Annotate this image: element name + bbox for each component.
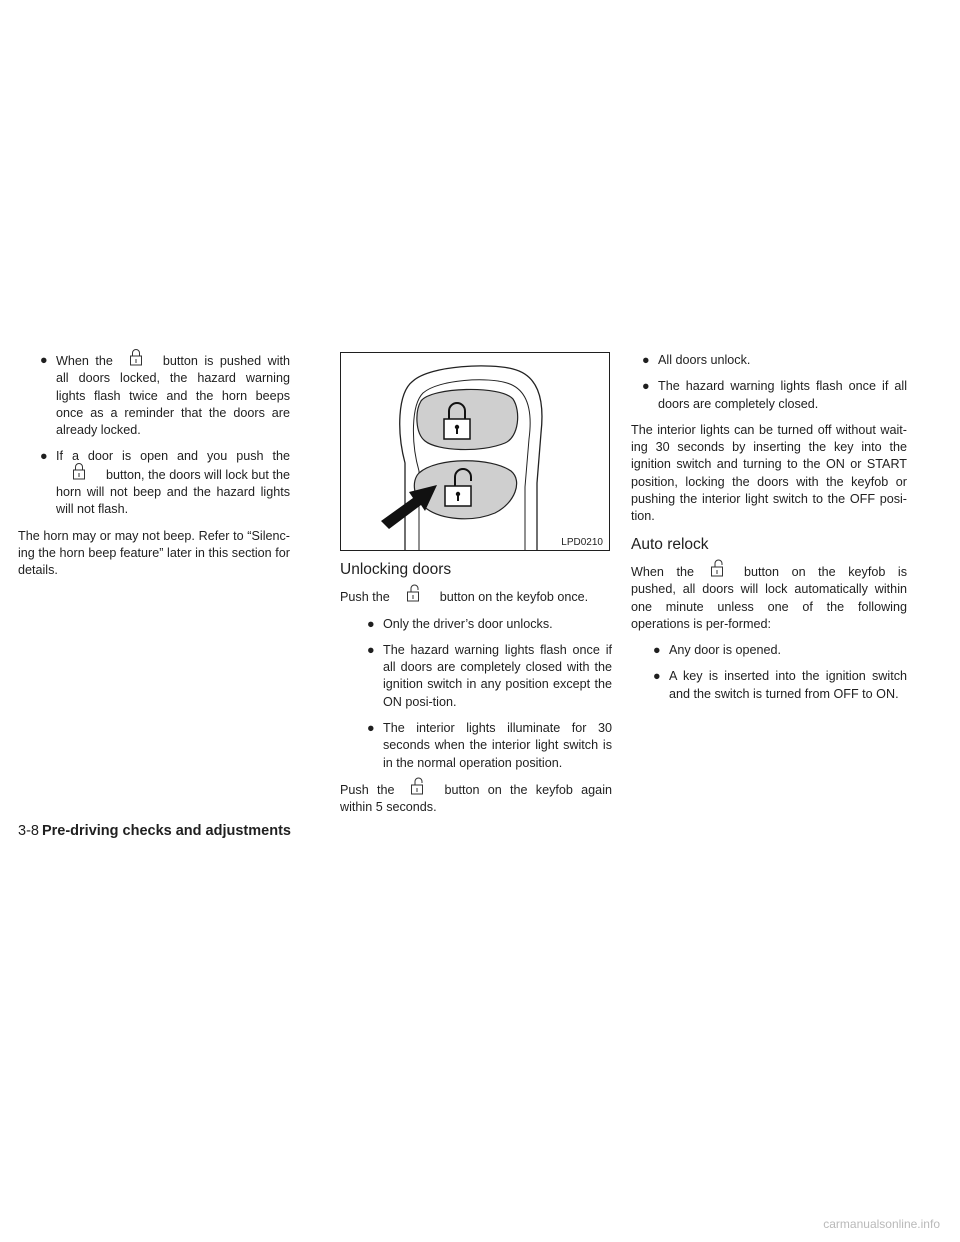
bullet-dot: ●: [367, 616, 375, 631]
column-right: [631, 352, 907, 712]
section-heading: Auto relock: [631, 535, 709, 553]
list-item: ● A key is inserted into the ignition switch and the switch is turned from OFF to ON.: [653, 668, 907, 703]
column-left: [18, 352, 290, 589]
column-middle: [340, 352, 612, 826]
lock-icon: [68, 466, 90, 483]
keyfob-illustration: [341, 353, 609, 550]
list-item: ● The hazard warning lights flash once if all doors are completely closed with the ignition switch in any position except the ON posi-tion.: [367, 642, 612, 711]
list-item: ● All doors unlock.: [642, 352, 907, 369]
bullet-dot: ●: [642, 379, 650, 394]
keyfob-figure: [340, 352, 610, 551]
page-number: 3-8: [18, 823, 39, 839]
paragraph: Push the button on the keyfob once.: [340, 588, 612, 606]
figure-label: LPD0210: [561, 537, 603, 548]
section-heading: Unlocking doors: [340, 561, 452, 578]
paragraph: When the button on the keyfob is pushed, all doors will lock automatically within one minute unless one of the following operations is per-formed:: [631, 563, 907, 633]
unlock-icon: [706, 563, 728, 580]
bullet-dot: ●: [642, 353, 650, 367]
list-item: ● The interior lights illuminate for 30 seconds when the interior light switch is in the normal operation position.: [367, 720, 612, 772]
bullet-dot: ●: [653, 643, 661, 658]
bullet-dot: ●: [40, 353, 48, 367]
list-item: ● Any door is opened.: [653, 642, 907, 659]
watermark: carmanualsonline.info: [823, 1217, 940, 1231]
paragraph: Push the button on the keyfob again within 5 seconds.: [340, 781, 612, 817]
bullet-dot: ●: [653, 669, 661, 684]
list-item: ● When the button is pushed with all doors locked, the hazard warning lights flash twice and the horn beeps once as a reminder that the doors are already locked.: [40, 352, 290, 439]
lock-icon: [125, 352, 147, 369]
paragraph: The interior lights can be turned off without wait-ing 30 seconds by inserting the key into the ignition switch and turning to the ON or START position, locking the doors with the keyfob or pushing the interior light switch to the OFF posi-tion.: [631, 422, 907, 524]
section-title: Pre-driving checks and adjustments: [41, 823, 291, 839]
paragraph: The horn may or may not beep. Refer to “Silenc-ing the horn beep feature” later in this section for details.: [18, 528, 290, 578]
list-item: ● Only the driver’s door unlocks.: [367, 616, 612, 633]
list-item: ● The hazard warning lights flash once if all doors are completely closed.: [642, 378, 907, 413]
unlock-icon: [402, 588, 424, 605]
page-footer: [18, 823, 291, 840]
bullet-dot: ●: [40, 449, 48, 464]
bullet-dot: ●: [367, 721, 375, 736]
unlock-icon: [406, 781, 428, 798]
bullet-dot: ●: [367, 642, 375, 657]
list-item: ● If a door is open and you push the button, the doors will lock but the horn will not beep and the hazard lights will not flash.: [40, 448, 290, 518]
